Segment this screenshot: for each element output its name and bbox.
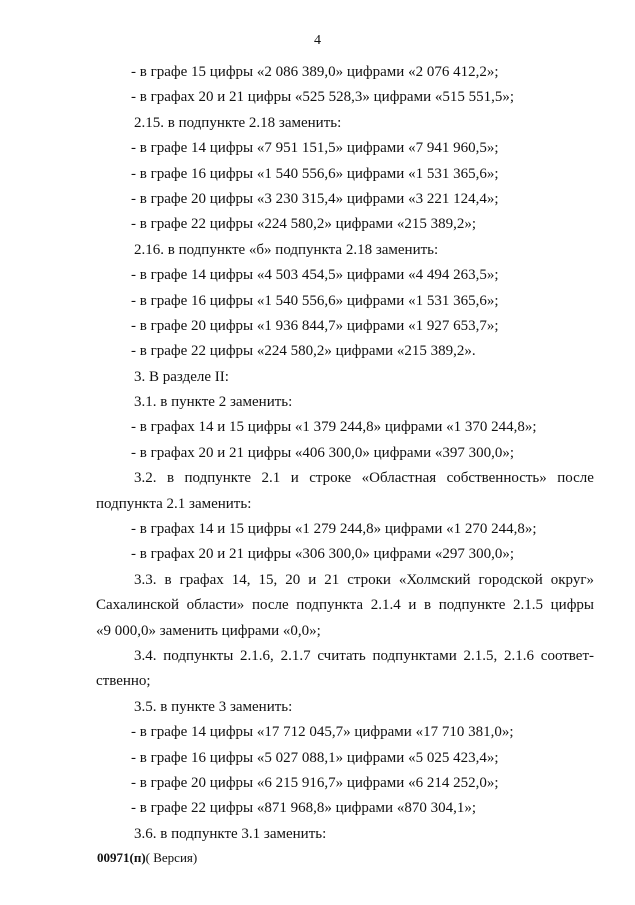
text-line: - в графе 20 цифры «3 230 315,4» цифрами «3 221 124,4»; [131,190,499,207]
text-line: 3.4. подпункты 2.1.6, 2.1.7 считать подпунктами 2.1.5, 2.1.6 соответ- [134,647,594,664]
text-line: - в графе 22 цифры «224 580,2» цифрами «215 389,2». [131,343,476,360]
text-line: подпункта 2.1 заменить: [96,495,252,512]
text-line: 2.15. в подпункте 2.18 заменить: [134,114,342,131]
text-line: - в графе 14 цифры «7 951 151,5» цифрами «7 941 960,5»; [131,140,499,157]
document-body [96,60,594,847]
text-line: 3.2. в подпункте 2.1 и строке «Областная собственность» после [134,470,594,487]
document-code: 00971(п) [97,850,146,865]
text-line: - в графах 20 и 21 цифры «525 528,3» цифрами «515 551,5»; [131,89,515,106]
text-line: - в графе 20 цифры «6 215 916,7» цифрами «6 214 252,0»; [131,774,499,791]
text-line: - в графе 14 цифры «17 712 045,7» цифрами «17 710 381,0»; [131,724,514,741]
text-line: - в графе 22 цифры «224 580,2» цифрами «215 389,2»; [131,216,476,233]
text-line: - в графах 20 и 21 цифры «306 300,0» цифрами «297 300,0»; [131,546,515,563]
document-version: ( Версия) [145,850,198,865]
text-line: 3.3. в графах 14, 15, 20 и 21 строки «Холмский городской округ» [134,571,594,588]
text-line: Сахалинской области» после подпункта 2.1.4 и в подпункте 2.1.5 цифры [96,597,594,614]
text-line: 3.6. в подпункте 3.1 заменить: [134,825,327,842]
text-line: - в графах 14 и 15 цифры «1 379 244,8» цифрами «1 370 244,8»; [131,419,537,436]
text-line: «9 000,0» заменить цифрами «0,0»; [96,622,321,639]
document-footer [97,850,197,866]
text-line: - в графах 14 и 15 цифры «1 279 244,8» цифрами «1 270 244,8»; [131,521,537,538]
text-line: - в графах 20 и 21 цифры «406 300,0» цифрами «397 300,0»; [131,444,515,461]
text-line: ственно; [96,673,151,690]
text-line: - в графе 15 цифры «2 086 389,0» цифрами «2 076 412,2»; [131,64,499,80]
text-line: - в графе 16 цифры «5 027 088,1» цифрами «5 025 423,4»; [131,749,499,766]
text-line: - в графе 14 цифры «4 503 454,5» цифрами «4 494 263,5»; [131,267,499,284]
text-line: - в графе 16 цифры «1 540 556,6» цифрами «1 531 365,6»; [131,165,499,182]
text-line: 2.16. в подпункте «б» подпункта 2.18 заменить: [134,241,439,258]
text-line: - в графе 22 цифры «871 968,8» цифрами «870 304,1»; [131,800,476,817]
text-line: 3. В разделе II: [134,368,229,385]
text-line: 3.5. в пункте 3 заменить: [134,698,293,715]
page-number: 4 [314,33,321,48]
text-line: - в графе 20 цифры «1 936 844,7» цифрами «1 927 653,7»; [131,317,499,334]
text-line: 3.1. в пункте 2 заменить: [134,394,293,411]
text-line: - в графе 16 цифры «1 540 556,6» цифрами «1 531 365,6»; [131,292,499,309]
